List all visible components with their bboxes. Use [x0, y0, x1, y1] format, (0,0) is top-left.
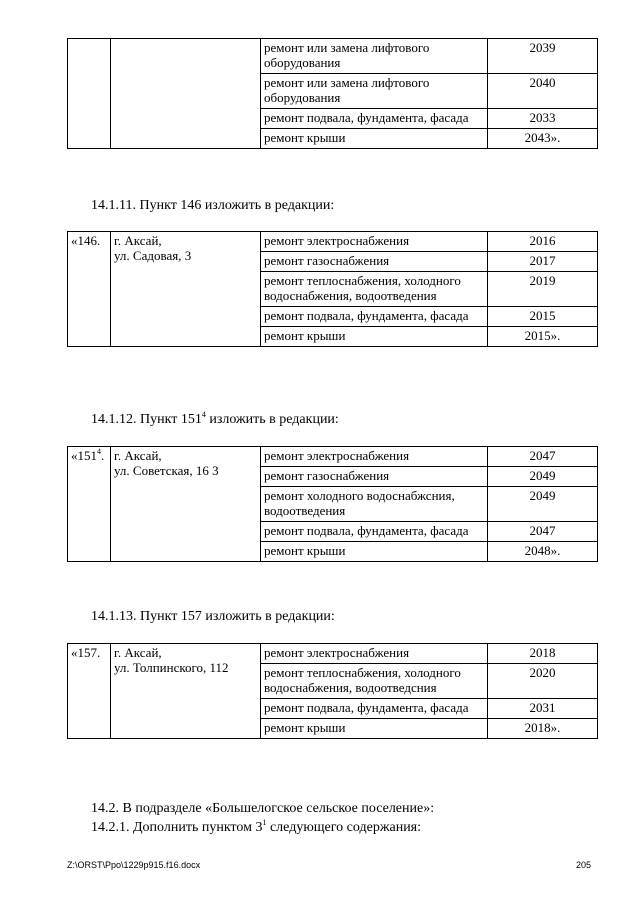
- cell-address: г. Аксай, ул. Садовая, 3: [111, 232, 261, 347]
- cell-address: г. Аксай, ул. Советская, 16 3: [111, 447, 261, 562]
- cell-work-type: ремонт холодного водоснабжсния, водоотведения: [261, 487, 488, 522]
- paragraph-item-14-1-13: 14.1.13. Пункт 157 изложить в редакции:: [91, 609, 335, 624]
- cell-year: 2018».: [488, 719, 598, 739]
- cell-item-number: «146.: [68, 232, 111, 347]
- paragraph-item-14-2-1: [91, 820, 421, 836]
- paragraph-section-14-2: 14.2. В подразделе «Большелогское сельское поселение»:: [91, 801, 435, 816]
- cell-year: 2019: [488, 272, 598, 307]
- superscript: 4: [97, 447, 101, 456]
- superscript: 4: [201, 410, 206, 419]
- cell-work-type: ремонт крыши: [261, 719, 488, 739]
- paragraph-text: 14.1.12. Пункт 151: [91, 412, 202, 427]
- paragraph-text: изложить в редакции:: [205, 412, 339, 427]
- cell-year: 2017: [488, 252, 598, 272]
- cell-address: [111, 39, 261, 149]
- cell-work-type: ремонт подвала, фундамента, фасада: [261, 109, 488, 129]
- cell-year: 2043».: [488, 129, 598, 149]
- table-body: [68, 644, 598, 739]
- cell-year: 2016: [488, 232, 598, 252]
- cell-work-type: ремонт подвала, фундамента, фасада: [261, 699, 488, 719]
- cell-year: 2033: [488, 109, 598, 129]
- cell-work-type: ремонт электроснабжения: [261, 644, 488, 664]
- paragraph-item-14-1-11: 14.1.11. Пункт 146 изложить в редакции:: [91, 198, 335, 213]
- cell-work-type: ремонт электроснабжения: [261, 447, 488, 467]
- table-item-157: [67, 643, 598, 739]
- cell-year: 2040: [488, 74, 598, 109]
- table-row: [68, 232, 598, 252]
- cell-work-type: ремонт газоснабжения: [261, 252, 488, 272]
- cell-work-type: ремонт электроснабжения: [261, 232, 488, 252]
- cell-work-type: ремонт подвала, фундамента, фасада: [261, 522, 488, 542]
- cell-year: 2020: [488, 664, 598, 699]
- cell-work-type: ремонт крыши: [261, 129, 488, 149]
- table-item-151-4: [67, 446, 598, 562]
- footer-page-number: 205: [576, 860, 592, 870]
- table-continuation: [67, 38, 598, 149]
- cell-year: 2039: [488, 39, 598, 74]
- cell-work-type: ремонт крыши: [261, 542, 488, 562]
- cell-work-type: ремонт или замена лифтового оборудования: [261, 39, 488, 74]
- cell-work-type: ремонт теплоснабжения, холодного водоснабжения, водоотведсния: [261, 664, 488, 699]
- table-item-146: [67, 231, 598, 347]
- cell-item-number: [68, 39, 111, 149]
- cell-year: 2018: [488, 644, 598, 664]
- superscript: 1: [262, 818, 267, 827]
- paragraph-item-14-1-12: [91, 412, 339, 428]
- table-row: [68, 39, 598, 74]
- cell-year: 2048».: [488, 542, 598, 562]
- cell-year: 2049: [488, 487, 598, 522]
- cell-item-number: «157.: [68, 644, 111, 739]
- cell-address: г. Аксай, ул. Толпинского, 112: [111, 644, 261, 739]
- table-body: [68, 447, 598, 562]
- table-body: [68, 39, 598, 149]
- paragraph-text: 14.2.1. Дополнить пунктом 3: [91, 820, 263, 835]
- cell-year: 2047: [488, 447, 598, 467]
- cell-work-type: ремонт крыши: [261, 327, 488, 347]
- cell-work-type: ремонт газоснабжения: [261, 467, 488, 487]
- cell-year: 2015».: [488, 327, 598, 347]
- cell-year: 2031: [488, 699, 598, 719]
- cell-item-number: «$151^4$.: [68, 447, 111, 562]
- table-row: [68, 644, 598, 664]
- cell-work-type: ремонт или замена лифтового оборудования: [261, 74, 488, 109]
- footer-file-path: Z:\ORST\Ppo\1229p915.f16.docx: [67, 860, 201, 870]
- paragraph-text: следующего содержания:: [266, 820, 422, 835]
- cell-year: 2049: [488, 467, 598, 487]
- cell-work-type: ремонт теплоснабжения, холодного водоснабжения, водоотведения: [261, 272, 488, 307]
- cell-work-type: ремонт подвала, фундамента, фасада: [261, 307, 488, 327]
- cell-item-number-suffix: .: [101, 448, 105, 463]
- cell-year: 2047: [488, 522, 598, 542]
- cell-year: 2015: [488, 307, 598, 327]
- table-body: [68, 232, 598, 347]
- table-row: [68, 447, 598, 467]
